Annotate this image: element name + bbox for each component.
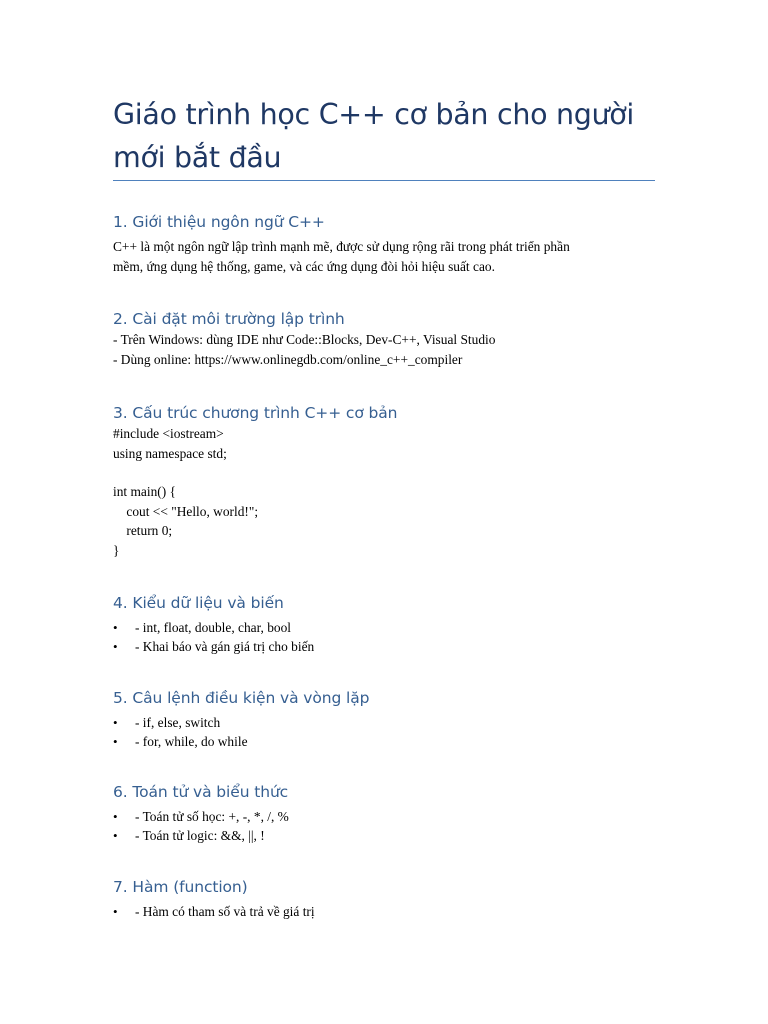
bullet-icon: • (113, 828, 118, 843)
code-line: #include <iostream> (113, 426, 224, 441)
list-item-text: - Toán tử số học: +, -, *, /, % (135, 809, 289, 824)
section-heading: 3. Cấu trúc chương trình C++ cơ bản (113, 404, 398, 422)
bullet-icon: • (113, 734, 118, 749)
paragraph-line: mềm, ứng dụng hệ thống, game, và các ứng dụng đòi hỏi hiệu suất cao. (113, 258, 495, 274)
bullet-list (113, 902, 673, 921)
section-program-structure (113, 402, 673, 561)
code-line: int main() { (113, 484, 176, 500)
section-heading: 2. Cài đặt môi trường lập trình (113, 310, 345, 328)
list-item (113, 637, 673, 656)
bullet-icon: • (113, 904, 118, 919)
title-line-2: mới bắt đầu (113, 141, 282, 174)
list-item (113, 713, 673, 732)
list-item-text: - for, while, do while (135, 734, 248, 749)
list-item (113, 807, 673, 826)
code-block (113, 424, 673, 561)
code-line: } (113, 542, 120, 558)
list-item (113, 826, 673, 845)
section-paragraph (113, 237, 673, 276)
code-line: using namespace std; (113, 445, 227, 461)
list-item-text: - if, else, switch (135, 715, 221, 730)
bullet-icon: • (113, 715, 118, 730)
section-heading: 5. Câu lệnh điều kiện và vòng lặp (113, 689, 370, 707)
code-line (113, 463, 673, 482)
section-heading: 1. Giới thiệu ngôn ngữ C++ (113, 213, 325, 231)
document-title (113, 93, 673, 179)
bullet-list (113, 807, 673, 845)
section-introduction (113, 211, 673, 276)
paragraph-line: C++ là một ngôn ngữ lập trình mạnh mẽ, được sử dụng rộng rãi trong phát triển phần (113, 239, 570, 254)
code-line: return 0; (113, 523, 173, 539)
section-operators (113, 781, 673, 845)
bullet-icon: • (113, 809, 118, 824)
bullet-list (113, 618, 673, 656)
section-heading: 4. Kiểu dữ liệu và biến (113, 594, 284, 612)
paragraph-line: - Dùng online: https://www.onlinegdb.com/online_c++_compiler (113, 351, 463, 367)
bullet-list (113, 713, 673, 751)
bullet-icon: • (113, 639, 118, 654)
bullet-icon: • (113, 620, 118, 635)
paragraph-line: - Trên Windows: dùng IDE như Code::Blocks, Dev-C++, Visual Studio (113, 332, 496, 347)
list-item-text: - Toán tử logic: &&, ||, ! (135, 828, 265, 843)
section-heading: 7. Hàm (function) (113, 878, 248, 896)
section-control-flow (113, 687, 673, 751)
list-item-text: - Khai báo và gán giá trị cho biến (135, 639, 315, 654)
title-line-1: Giáo trình học C++ cơ bản cho người (113, 98, 635, 131)
list-item (113, 618, 673, 637)
list-item-text: - Hàm có tham số và trả về giá trị (135, 904, 315, 919)
code-line: cout << "Hello, world!"; (113, 503, 259, 519)
section-functions (113, 876, 673, 921)
section-data-types (113, 592, 673, 656)
list-item (113, 902, 673, 921)
section-paragraph (113, 330, 673, 369)
title-divider (113, 180, 655, 181)
section-setup (113, 308, 673, 369)
list-item (113, 732, 673, 751)
list-item-text: - int, float, double, char, bool (135, 620, 292, 635)
section-heading: 6. Toán tử và biểu thức (113, 783, 289, 801)
